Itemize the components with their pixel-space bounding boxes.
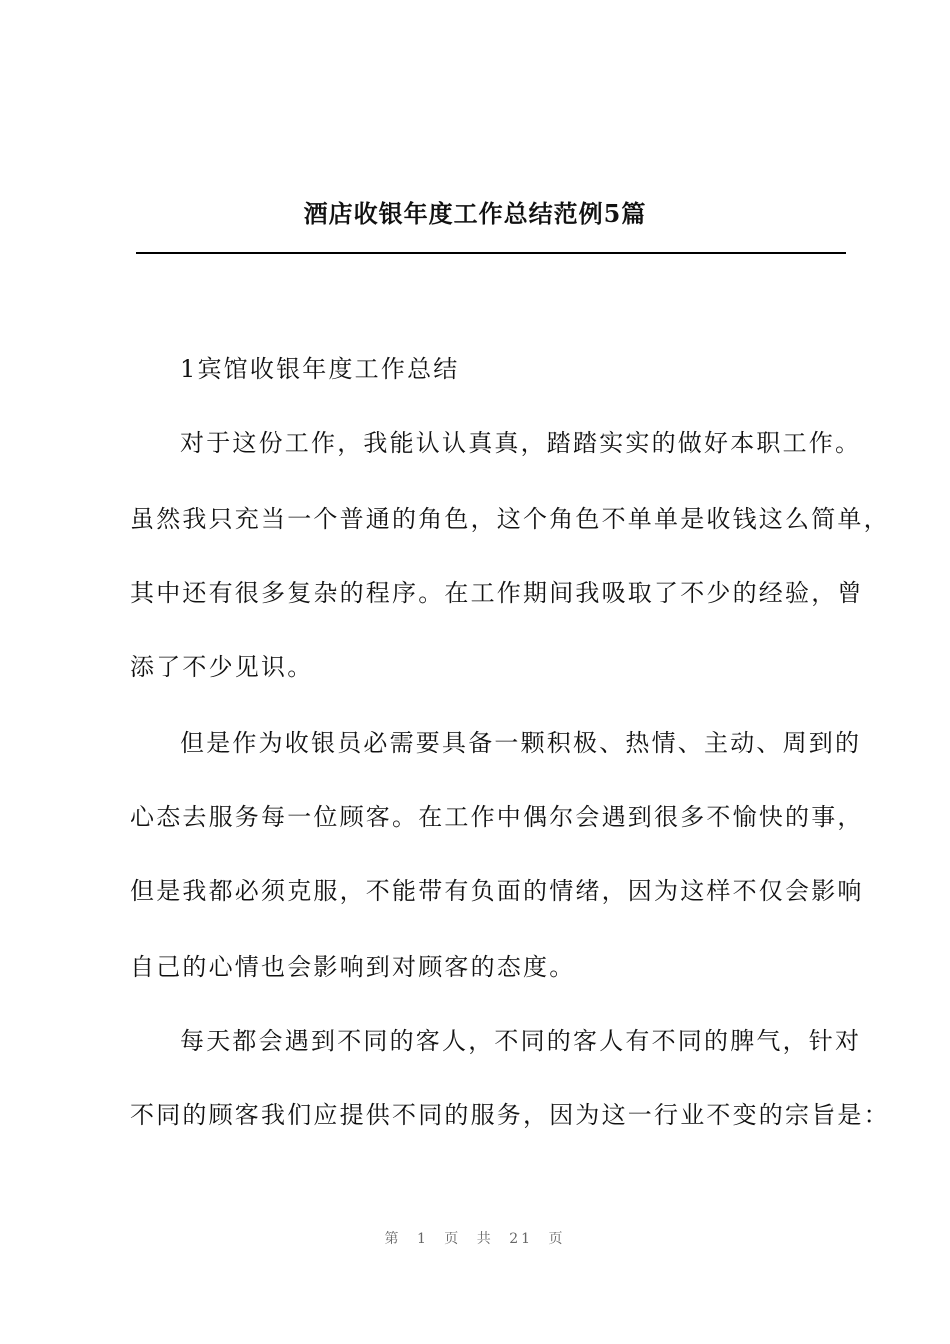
text-line: 但是作为收银员必需要具备一颗积极、热情、主动、周到的 xyxy=(180,729,862,757)
title-divider xyxy=(136,252,846,254)
text-line: 但是我都必须克服，不能带有负面的情绪，因为这样不仅会影响 xyxy=(130,877,864,905)
text-line: 其中还有很多复杂的程序。在工作期间我吸取了不少的经验，曾 xyxy=(130,579,864,607)
document-title: 酒店收银年度工作总结范例5篇 xyxy=(303,199,647,228)
text-line: 心态去服务每一位顾客。在工作中偶尔会遇到很多不愉快的事， xyxy=(130,803,864,831)
page-number-footer: 第 1 页 共 21 页 xyxy=(384,1231,566,1247)
text-line: 添了不少见识。 xyxy=(130,653,314,681)
text-line: 每天都会遇到不同的客人，不同的客人有不同的脾气，针对 xyxy=(180,1027,862,1055)
text-line: 自己的心情也会影响到对顾客的态度。 xyxy=(130,953,576,981)
text-line: 对于这份工作，我能认认真真，踏踏实实的做好本职工作。 xyxy=(180,429,862,457)
section-heading: 1宾馆收银年度工作总结 xyxy=(180,355,460,383)
text-line: 不同的顾客我们应提供不同的服务，因为这一行业不变的宗旨是： xyxy=(130,1101,890,1129)
text-line: 虽然我只充当一个普通的角色，这个角色不单单是收钱这么简单， xyxy=(130,505,890,533)
